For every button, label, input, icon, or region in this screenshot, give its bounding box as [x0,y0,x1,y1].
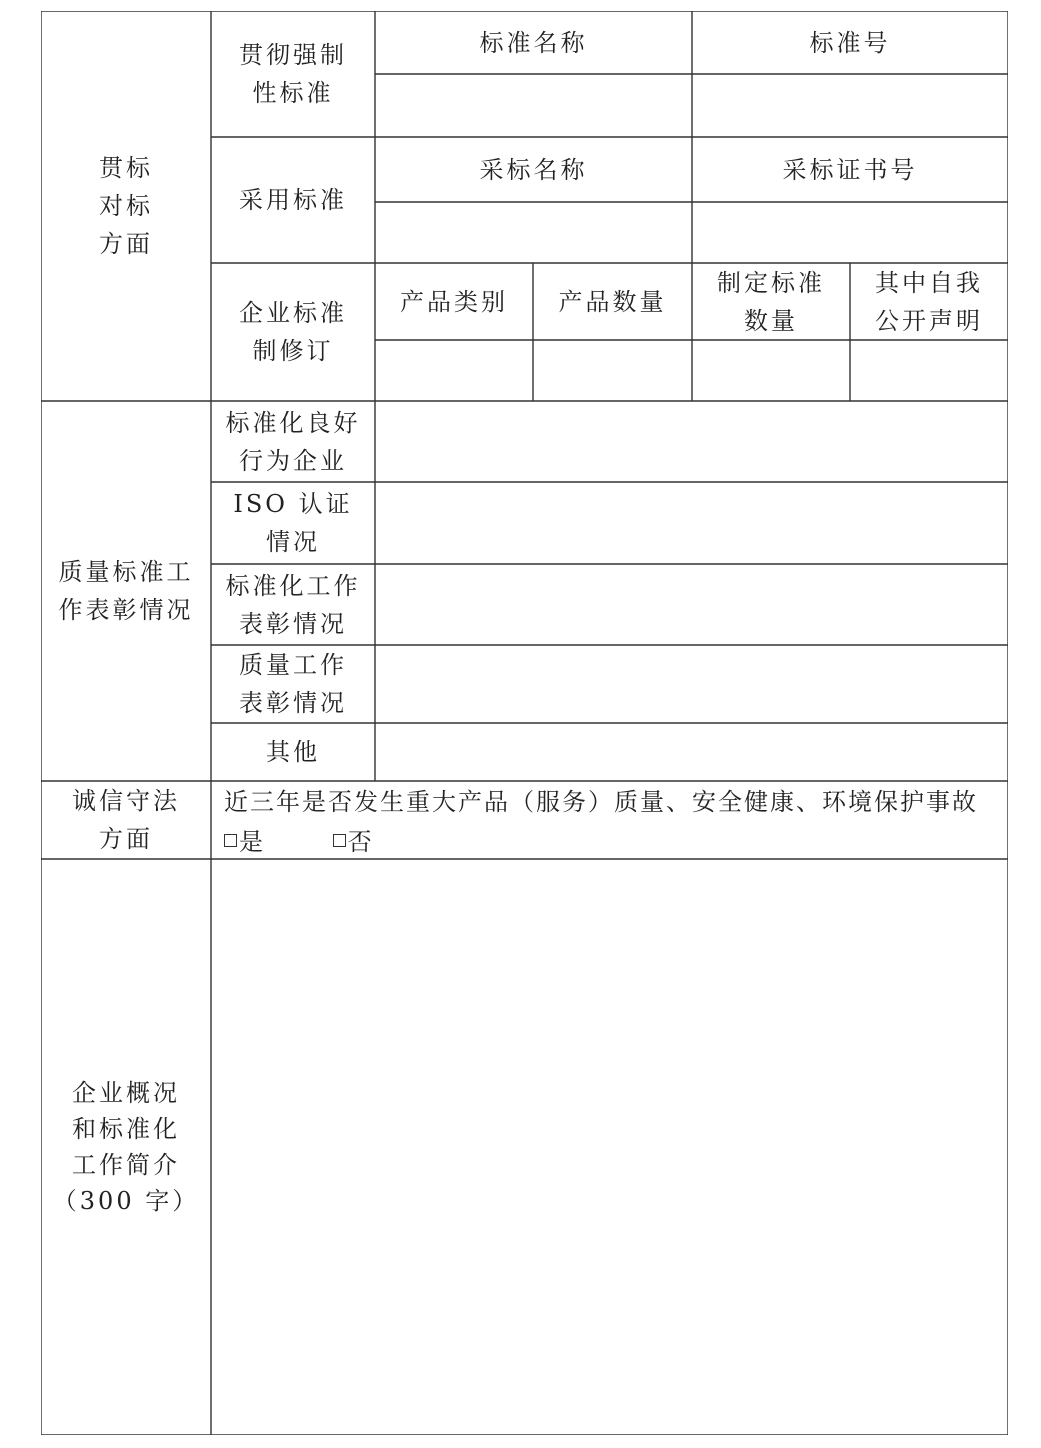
standard-number-header: 标准号 [809,28,891,57]
quality-row-label: 质量工作 表彰情况 [239,651,347,717]
checkbox-yes[interactable] [224,834,237,847]
mandatory-standard-label: 贯彻强制 性标准 [239,41,347,107]
quality-row-field[interactable] [375,564,1008,645]
section-quality-title: 质量标准工 作表彰情况 [58,558,194,624]
quality-row-label: 其他 [266,738,320,766]
section-standards-title: 贯标 对标 方面 [99,154,153,258]
product-quantity-header: 产品数量 [558,287,667,316]
adopted-standard-label: 采用标准 [239,186,347,214]
adopted-name-field[interactable] [375,202,692,263]
standard-name-field[interactable] [375,74,692,137]
self-declared-header: 其中自我 公开声明 [875,268,983,335]
quality-row-field[interactable] [375,645,1008,723]
quality-row-field[interactable] [375,723,1008,781]
section-integrity-title: 诚信守法 方面 [72,787,180,853]
option-no[interactable]: 否 [333,823,374,861]
integrity-options [224,821,1004,861]
standard-count-field[interactable] [692,340,850,401]
quality-row-label: ISO 认证 情况 [233,490,353,556]
intro-text-field[interactable] [211,859,1008,1435]
product-category-field[interactable] [375,340,533,401]
self-declared-field[interactable] [850,340,1008,401]
quality-row-field[interactable] [375,401,1008,482]
adopted-cert-header: 采标证书号 [782,155,918,184]
section-intro-title: 企业概况 和标准化 工作简介 （300 字） [52,1079,200,1215]
standard-count-header: 制定标准 数量 [717,268,825,335]
adopted-cert-field[interactable] [692,202,1008,263]
standard-number-field[interactable] [692,74,1008,137]
checkbox-no[interactable] [333,834,346,847]
quality-row-label: 标准化良好 行为企业 [225,408,361,475]
adopted-name-header: 采标名称 [479,155,588,184]
integrity-question: 近三年是否发生重大产品（服务）质量、安全健康、环境保护事故 [224,788,978,816]
quality-row-label: 标准化工作 表彰情况 [225,571,361,638]
product-category-header: 产品类别 [400,287,508,316]
enterprise-standard-label: 企业标准 制修订 [239,299,347,365]
integrity-question-cell [224,783,1004,859]
standard-name-header: 标准名称 [479,28,588,57]
application-form-table [41,11,1008,1435]
product-quantity-field[interactable] [533,340,692,401]
quality-row-field[interactable] [375,482,1008,564]
option-yes[interactable]: 是 [224,823,265,861]
